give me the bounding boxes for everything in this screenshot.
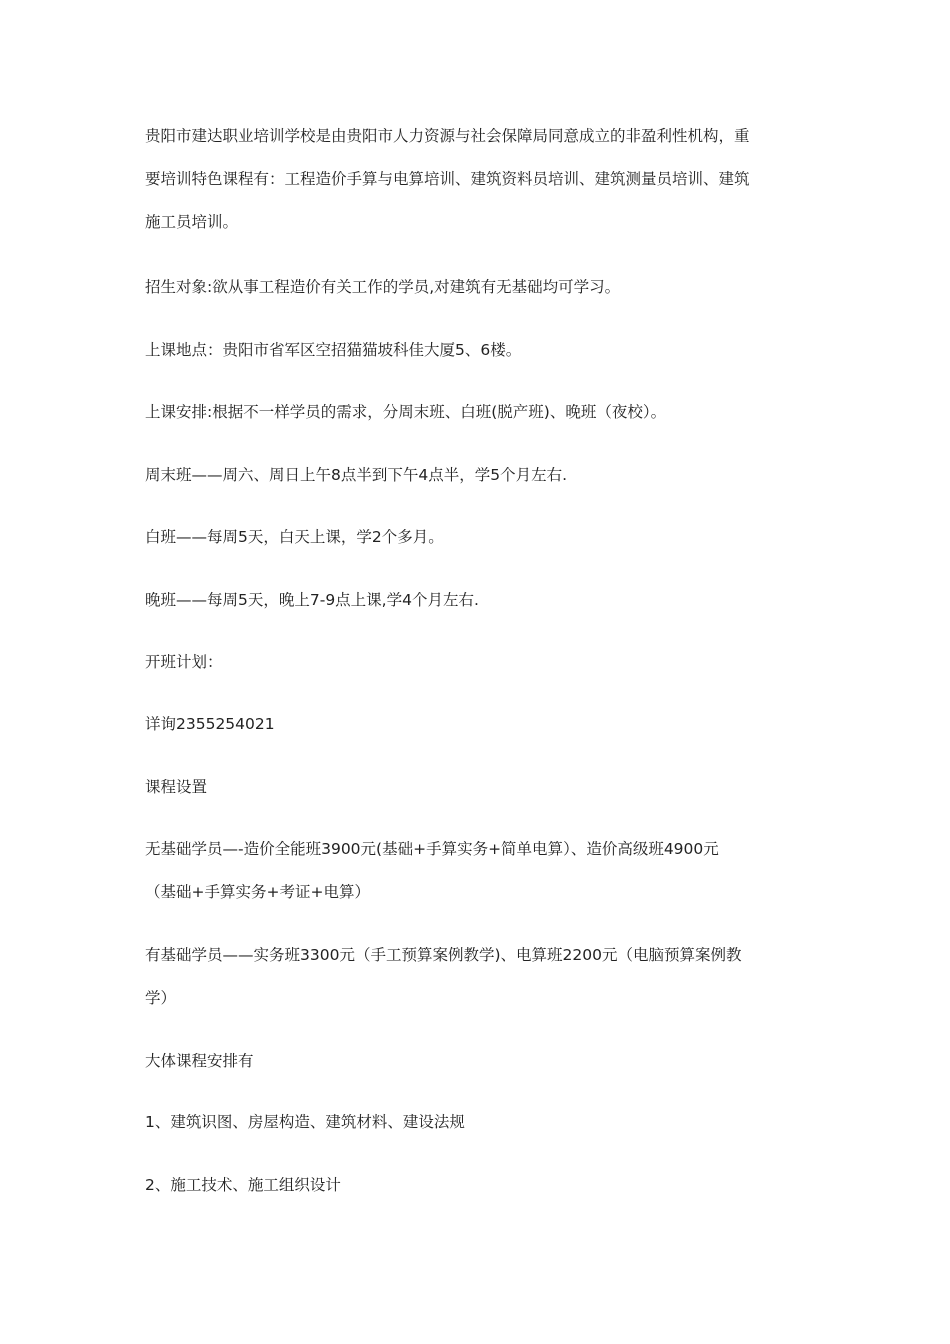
text-line: 无基础学员—-造价全能班3900元(基础+手算实务+简单电算）、造价高级班4900元 xyxy=(145,840,719,858)
text-line: 大体课程安排有 xyxy=(145,1052,254,1070)
text-line: 详询2355254021 xyxy=(145,715,275,733)
evening-class-paragraph xyxy=(145,579,805,622)
text-line: 上课地点：贵阳市省军区空招猫猫坡科佳大厦5、6楼。 xyxy=(145,341,522,359)
day-class-paragraph xyxy=(145,516,805,559)
text-line: 招生对象:欲从事工程造价有关工作的学员,对建筑有无基础均可学习。 xyxy=(145,278,621,296)
intro-paragraph xyxy=(145,115,805,244)
text-line: 2、施工技术、施工组织设计 xyxy=(145,1176,341,1194)
text-line: 1、建筑识图、房屋构造、建筑材料、建设法规 xyxy=(145,1113,465,1131)
text-line: 贵阳市建达职业培训学校是由贵阳市人力资源与社会保障局同意成立的非盈利性机构，重 xyxy=(145,127,750,145)
course-setup-heading xyxy=(145,766,805,809)
class-schedule-paragraph xyxy=(145,391,805,434)
text-line: 有基础学员——实务班3300元（手工预算案例教学)、电算班2200元（电脑预算案例教 xyxy=(145,946,742,964)
curriculum-item-1 xyxy=(145,1101,805,1144)
text-line: 白班——每周5天，白天上课，学2个多月。 xyxy=(145,528,444,546)
text-line: 课程设置 xyxy=(145,778,208,796)
text-line: （基础+手算实务+考证+电算） xyxy=(145,883,370,901)
enrollment-target-paragraph xyxy=(145,266,805,309)
text-line: 施工员培训。 xyxy=(145,213,239,231)
text-line: 学） xyxy=(145,989,177,1007)
class-location-paragraph xyxy=(145,329,805,372)
text-line: 晚班——每周5天，晚上7-9点上课,学4个月左右. xyxy=(145,591,479,609)
class-plan-heading xyxy=(145,641,805,684)
text-line: 要培训特色课程有：工程造价手算与电算培训、建筑资料员培训、建筑测量员培训、建筑 xyxy=(145,170,750,188)
text-line: 上课安排:根据不一样学员的需求，分周末班、白班(脱产班)、晚班（夜校）。 xyxy=(145,403,667,421)
text-line: 开班计划： xyxy=(145,653,223,671)
experienced-course-paragraph xyxy=(145,934,805,1020)
curriculum-heading xyxy=(145,1040,805,1083)
curriculum-item-2 xyxy=(145,1164,805,1207)
text-line: 周末班——周六、周日上午8点半到下午4点半，学5个月左右. xyxy=(145,466,568,484)
beginner-course-paragraph xyxy=(145,828,805,914)
contact-paragraph xyxy=(145,703,805,746)
weekend-class-paragraph xyxy=(145,454,805,497)
